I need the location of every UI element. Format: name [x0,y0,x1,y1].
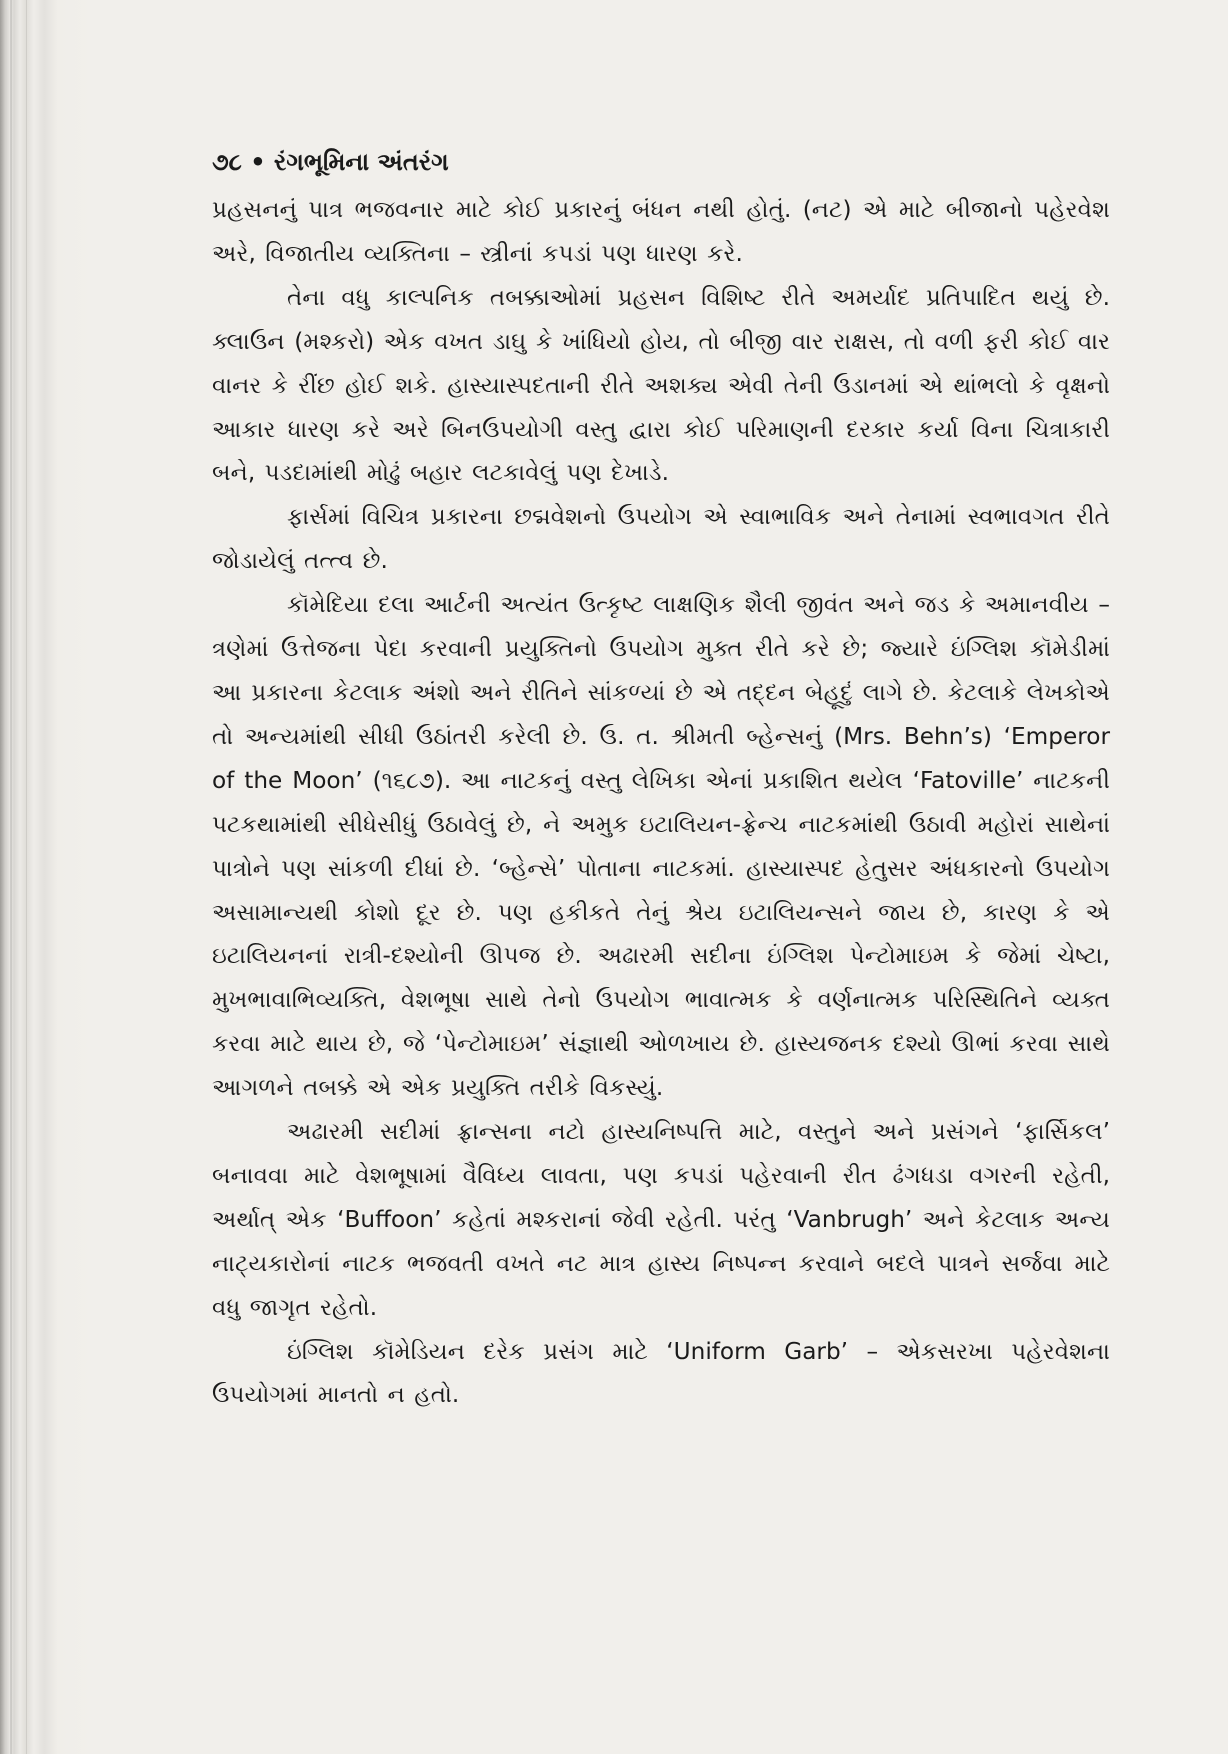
paragraph-4: કૉમેદિયા દલા આર્ટની અત્યંત ઉત્કૃષ્ટ લાક્ષણિક શૈલી જીવંત અને જડ કે અમાનવીય – ત્રણેમાં ઉત્તેજના પેદા કરવાની પ્રયુક્તિનો ઉપયોગ મુક્ત રીતે કરે છે; જ્યારે ઇંગ્લિશ કૉમેડીમાં આ પ્રકારના કેટલાક અંશો અને રીતિને સાંકળ્યાં છે એ તદ્દન બેહૂદું લાગે છે. કેટલાકે લેખકોએ તો અન્યમાંથી સીધી ઉઠાંતરી કરેલી છે. ઉ. ત. શ્રીમતી બ્હેન્સનું (Mrs. Behn’s) ‘Emperor of the Moon’ (૧૬૮૭). આ નાટકનું વસ્તુ લેખિકા એનાં પ્રકાશિત થયેલ ‘Fatoville’ નાટકની પટકથામાંથી સીધેસીધું ઉઠાવેલું છે, ને અમુક ઇટાલિયન-ફ્રેન્ચ નાટકમાંથી ઉઠાવી મહોરાં સાથેનાં પાત્રોને પણ સાંકળી દીધાં છે. ‘બ્હેન્સે’ પોતાના નાટકમાં. હાસ્યાસ્પદ હેતુસર અંધકારનો ઉપયોગ અસામાન્યથી કોશો દૂર છે. પણ હકીકતે તેનું શ્રેય ઇટાલિયન્સને જાય છે, કારણ કે એ ઇટાલિયનનાં રાત્રી-દશ્યોની ઊપજ છે. અઢારમી સદીના ઇંગ્લિશ પેન્ટોમાઇમ કે જેમાં ચેષ્ટા, મુખભાવાભિવ્યક્તિ, વેશભૂષા સાથે તેનો ઉપયોગ ભાવાત્મક કે વર્ણનાત્મક પરિસ્થિતિને વ્યક્ત કરવા માટે થાય છે, જે ‘પેન્ટોમાઇમ’ સંજ્ઞાથી ઓળખાય છે. હાસ્યજનક દશ્યો ઊભાં કરવા સાથે આગળને તબક્કે એ એક પ્રયુક્તિ તરીકે વિકસ્યું. [212,591,1110,1102]
paragraph-5: અઢારમી સદીમાં ફ્રાન્સના નટો હાસ્યનિષ્પત્તિ માટે, વસ્તુને અને પ્રસંગને ‘ફાર્સિકલ’ બનાવવા માટે વેશભૂષામાં વૈવિધ્ય લાવતા, પણ કપડાં પહેરવાની રીત ઢંગધડા વગરની રહેતી, અર્થાત્ એક ‘Buffoon’ કહેતાં મશ્કરાનાં જેવી રહેતી. પરંતુ ‘Vanbrugh’ અને કેટલાક અન્ય નાટ્યકારોનાં નાટક ભજવતી વખતે નટ માત્ર હાસ્ય નિષ્પન્ન કરવાને બદલે પાત્રને સર્જવા માટે વધુ જાગૃત રહેતો. [212,1118,1110,1321]
paragraph-3: ફાર્સમાં વિચિત્ર પ્રકારના છદ્મવેશનો ઉપયોગ એ સ્વાભાવિક અને તેનામાં સ્વભાવગત રીતે જોડાયેલું તત્ત્વ છે. [212,503,1110,575]
paragraph-6: ઇંગ્લિશ કૉમેડિયન દરેક પ્રસંગ માટે ‘Uniform Garb’ – એકસરખા પહેરવેશના ઉપયોગમાં માનતો ન હતો. [212,1337,1110,1409]
running-header: ૭૮ • રંગભૂમિના અંતરંગ [212,148,449,176]
book-page-edges [0,0,92,1754]
page-content [212,138,1110,1417]
paragraph-1: પ્રહસનનું પાત્ર ભજવનાર માટે કોઈ પ્રકારનું બંધન નથી હોતું. (નટ) એ માટે બીજાનો પહેરવેશ અરે, વિજાતીય વ્યક્તિના – સ્ત્રીનાં કપડાં પણ ધારણ કરે. [212,196,1110,267]
paragraph-2: તેના વધુ કાલ્પનિક તબક્કાઓમાં પ્રહસન વિશિષ્ટ રીતે અમર્યાદ પ્રતિપાદિત થયું છે. ક્લાઉન (મશ્કરો) એક વખત ડાઘુ કે ખાંધિયો હોય, તો બીજી વાર રાક્ષસ, તો વળી ફરી કોઈ વાર વાનર કે રીંછ હોઈ શકે. હાસ્યાસ્પદતાની રીતે અશક્ય એવી તેની ઉડાનમાં એ થાંભલો કે વૃક્ષનો આકાર ધારણ કરે અરે બિનઉપયોગી વસ્તુ દ્વારા કોઈ પરિમાણની દરકાર કર્યા વિના ચિત્રાકારી બને, પડદામાંથી મોઢું બહાર લટકાવેલું પણ દેખાડે. [212,283,1110,487]
